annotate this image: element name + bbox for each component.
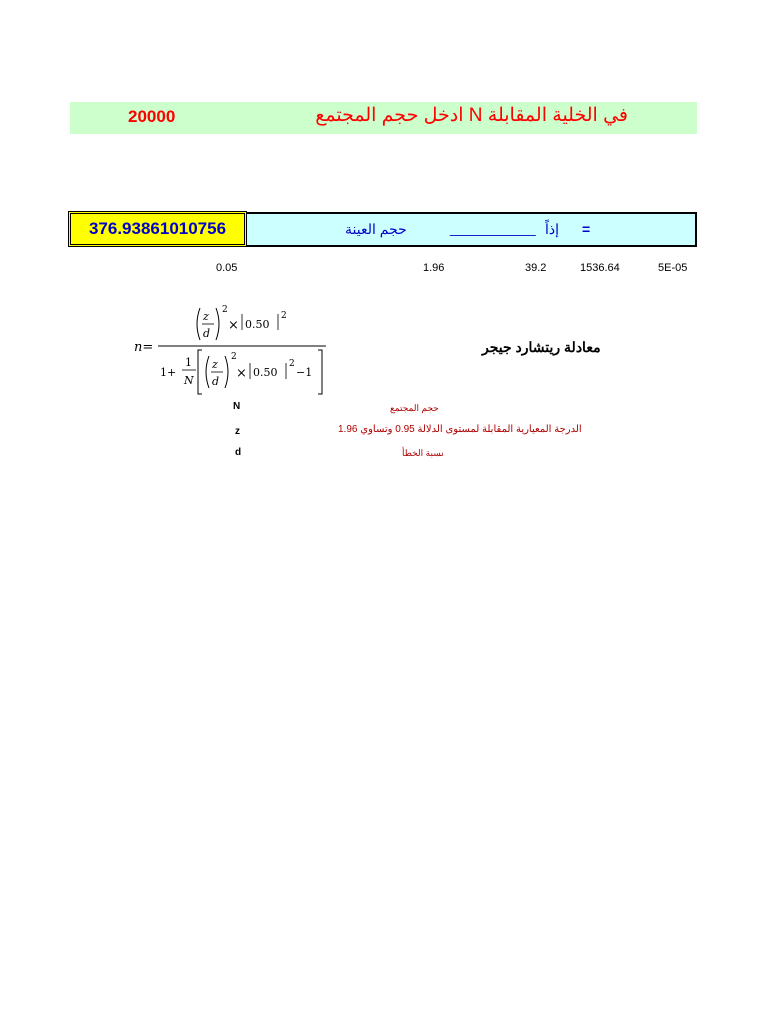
calc-z-over-d-cell[interactable]: 39.2: [525, 262, 547, 274]
formula-den-p: 0.50: [253, 366, 278, 379]
formula-title: معادلة ريتشارد جيجر: [482, 339, 601, 355]
formula-den-exp1: 2: [231, 352, 237, 362]
calc-z-over-d-squared-cell[interactable]: 1536.64: [580, 262, 620, 274]
population-value-cell[interactable]: 20000: [128, 107, 176, 126]
result-dashes: ___________: [450, 220, 536, 236]
formula-den-exp2: 2: [289, 359, 295, 369]
formula-num-times: ×: [228, 318, 239, 333]
legend-symbol-d: d: [235, 447, 242, 458]
formula-den-d: d: [212, 375, 220, 388]
formula-den-times: ×: [236, 366, 247, 381]
formula-num-exp2: 2: [281, 311, 287, 321]
calc-one-over-n-cell[interactable]: 5E-05: [658, 262, 688, 274]
formula-num-d: d: [203, 327, 211, 340]
legend-desc-d: نسبة الخطأ: [402, 448, 444, 458]
sample-size-value: 376.93861010756: [88, 219, 227, 238]
sample-size-label: حجم العينة: [345, 221, 407, 237]
legend-symbol-n: N: [233, 401, 241, 412]
legend-desc-z: الدرجة المعيارية المقابلة لمستوى الدلالة 0.95 وتساوي 1.96: [338, 424, 582, 435]
population-prompt: في الخلية المقابلة N ادخل حجم المجتمع: [315, 105, 628, 126]
calc-z-cell[interactable]: 1.96: [423, 262, 445, 274]
formula-den-one: 1: [185, 356, 192, 369]
formula-num-p: 0.50: [245, 318, 270, 331]
calc-d-cell[interactable]: 0.05: [216, 262, 238, 274]
formula-den-one-plus: 1+: [160, 366, 177, 379]
result-equals-sign: =: [582, 221, 591, 237]
formula-num-exp1: 2: [222, 305, 228, 315]
legend-desc-n: حجم المجتمع: [390, 403, 439, 413]
formula-lhs: n=: [134, 340, 154, 355]
formula-den-minus-one: −1: [296, 366, 313, 379]
formula-den-n: N: [184, 374, 194, 387]
legend-symbol-z: z: [235, 426, 240, 437]
formula-den-z: z: [212, 358, 218, 371]
formula-num-z: z: [203, 310, 209, 323]
result-then-label: إذاً: [545, 221, 560, 237]
sample-size-result-cell[interactable]: [68, 211, 247, 247]
richard-geiger-formula: [130, 300, 340, 400]
